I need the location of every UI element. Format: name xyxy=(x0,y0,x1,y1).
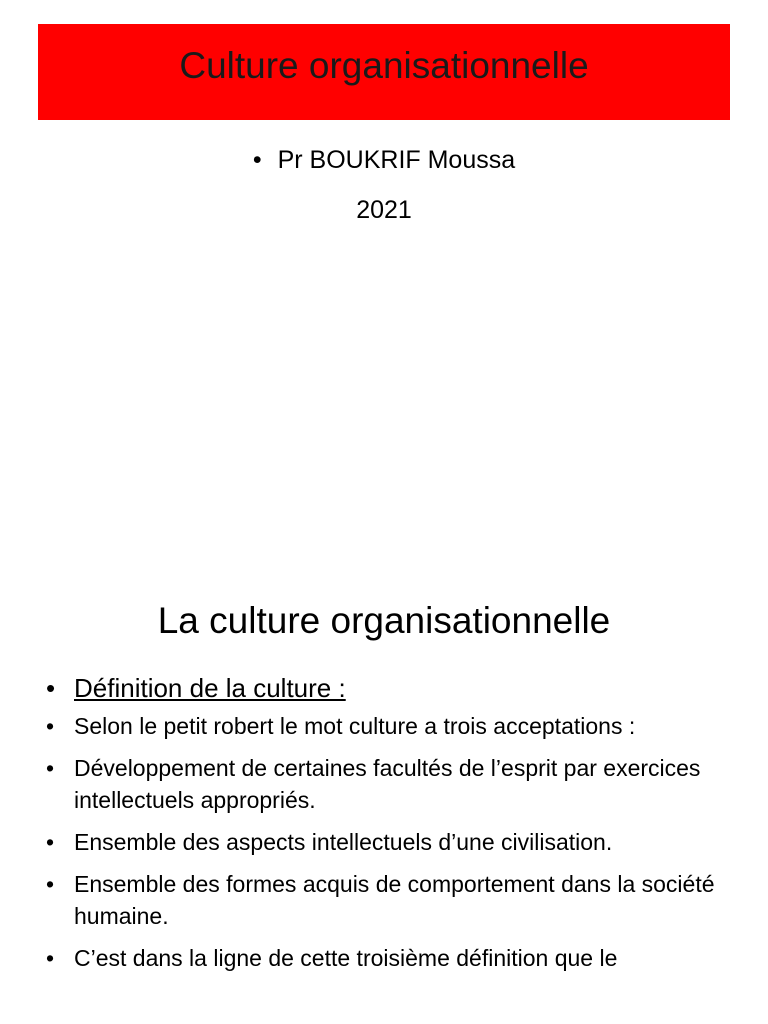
author-line xyxy=(0,146,768,175)
bullet-item xyxy=(46,672,726,704)
bullet-text: Ensemble des formes acquis de comportement dans la société humaine. xyxy=(74,871,715,929)
bullet-text: Développement de certaines facultés de l’esprit par exercices intellectuels appropriés. xyxy=(74,755,701,813)
slide-2 xyxy=(0,560,768,1024)
bullet-text: Selon le petit robert le mot culture a trois acceptations : xyxy=(74,713,636,739)
bullet-item xyxy=(46,826,726,858)
bullet-item xyxy=(46,942,726,974)
bullet-icon: • xyxy=(252,146,262,174)
year-line xyxy=(0,196,768,225)
author-name: Pr BOUKRIF Moussa xyxy=(277,146,516,174)
bullet-text: Ensemble des aspects intellectuels d’une civilisation. xyxy=(74,829,613,855)
title-banner xyxy=(38,24,730,120)
bullet-icon: • xyxy=(46,945,55,971)
bullet-icon: • xyxy=(46,713,55,739)
slide-2-title: La culture organisationnelle xyxy=(157,600,611,641)
bullet-list xyxy=(46,672,726,984)
definition-heading: Définition de la culture : xyxy=(74,673,346,703)
bullet-item xyxy=(46,752,726,816)
year: 2021 xyxy=(356,196,412,224)
bullet-item xyxy=(46,868,726,932)
bullet-text: C’est dans la ligne de cette troisième définition que le xyxy=(74,945,618,971)
bullet-icon: • xyxy=(46,829,55,855)
bullet-icon: • xyxy=(46,755,55,781)
bullet-icon: • xyxy=(46,673,56,703)
bullet-item xyxy=(46,710,726,742)
slide-1-title: Culture organisationnelle xyxy=(179,45,589,86)
bullet-icon: • xyxy=(46,871,55,897)
